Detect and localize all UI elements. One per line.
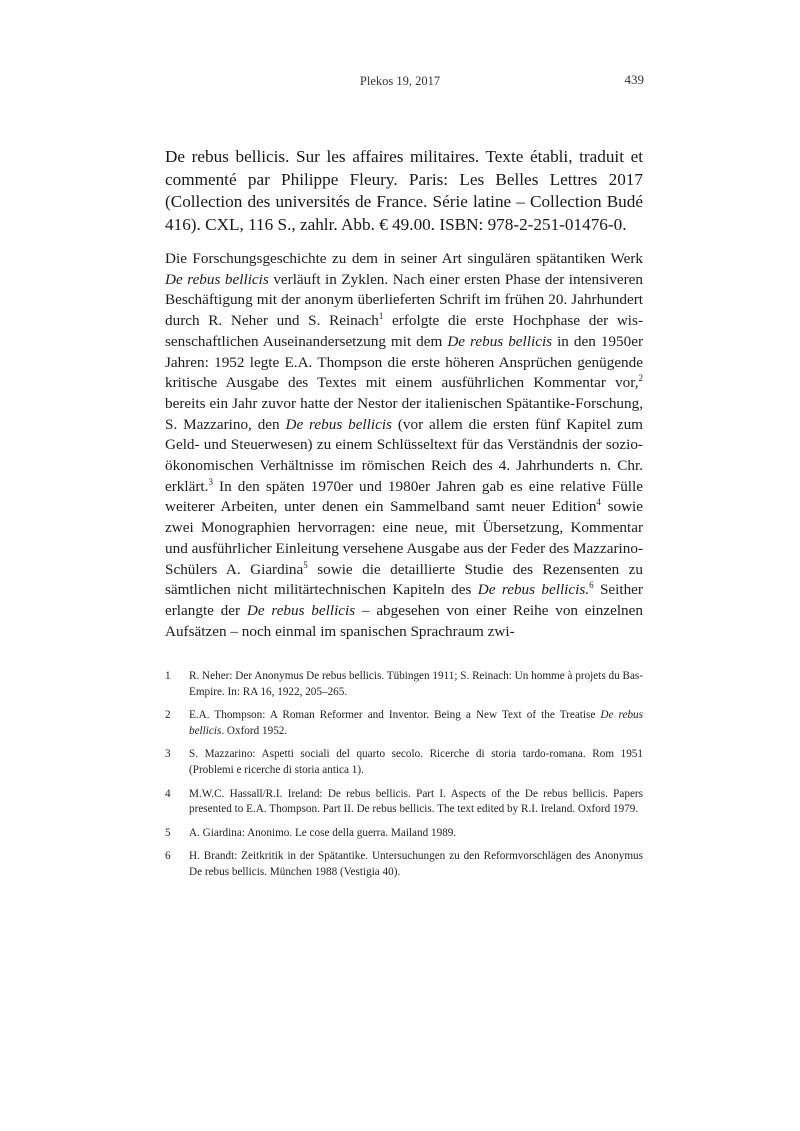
- footnote-marker: 2: [638, 373, 643, 384]
- text-run: – abgesehen von einer Reihe von einzelnen Aufsätzen – noch einmal im spanischen Sprachraum zwi-: [165, 601, 643, 640]
- footnote-number: 6: [165, 850, 171, 863]
- text-run: Die Forschungsgeschichte zu dem in seiner Art singulären spätantiken Werk: [165, 250, 643, 267]
- text-run: (vor allem die ersten fünf Kapitel zum Geld- und Steuerwesen) zu einem Schlüsseltext für das Verständnis der sozio-ökonomischen Verhältnisse im römischen Reich des 4. Jahrhunderts n. Chr. erklärt.: [165, 415, 643, 495]
- footnote-number: 4: [165, 787, 171, 800]
- footnote-number: 3: [165, 748, 171, 761]
- footnote-number: 5: [165, 826, 171, 839]
- text-run: . Oxford 1952.: [221, 724, 288, 737]
- text-run: In den späten 1970er und 1980er Jahren gab es eine relative Fülle weiterer Arbeiten, unter denen ein Sammelband samt neuer Edition: [165, 477, 643, 516]
- footnote-text: [189, 849, 643, 880]
- footnote: [165, 849, 643, 880]
- footnote-text: [189, 747, 643, 778]
- text-run: verläuft in Zyklen. Nach einer ersten Phase der intensiveren Beschäftigung mit der anonym überlieferten Schrift im frühen 20. Jahrhundert durch R. Neher und S. Reinach: [165, 270, 643, 330]
- italic-title: De rebus bellicis: [285, 415, 392, 433]
- footnote-text: [189, 669, 643, 700]
- review-heading: De rebus bellicis. Sur les affaires militaires. Texte établi, traduit et commenté par Philippe Fleury. Paris: Les Belles Lettres 2017 (Collection des universités de France. Série latine – Collection Budé 416). CXL, 116 S., zahlr. Abb. € 49.00. ISBN: 978-2-251-01476-0.: [165, 147, 643, 234]
- italic-title: .: [585, 581, 590, 599]
- page-number: 439: [624, 72, 644, 87]
- footnote-text: [189, 826, 643, 842]
- footnote: [165, 826, 643, 842]
- text-run: E.A. Thompson: A Roman Reformer and Inventor. Being a New Text of the Treatise: [189, 709, 601, 722]
- footnote-number: 2: [165, 709, 171, 722]
- italic-title: De rebus bellicis: [447, 332, 553, 350]
- text-run: erfolgte die erste Hochphase der wissenschaftlichen Auseinandersetzung mit dem: [165, 312, 643, 350]
- italic-title: De rebus bellicis: [477, 581, 586, 599]
- running-head: Plekos 19, 2017: [359, 74, 441, 88]
- italic-title: De rebus bellicis: [165, 270, 269, 288]
- text-run: M.W.C. Hassall/R.I. Ireland: De rebus bellicis. Part I. Aspects of the De rebus bellicis. Papers presented to E.A. Thompson. Part II. De rebus bellicis. The text edited by R.I. Ireland. Oxford 1979.: [189, 787, 643, 816]
- italic-title: De rebus bellicis: [189, 709, 643, 737]
- text-run: H. Brandt: Zeitkritik in der Spätantike. Untersuchungen zu den Reformvorschlägen des Anonymus De rebus bellicis. München 1988 (Vestigia 40).: [189, 850, 643, 878]
- text-run: sowie die detaillierte Studie des Rezensenten zu sämtlichen nicht militärtechnischen Kapiteln des: [165, 560, 643, 599]
- footnote-marker: 3: [208, 476, 213, 487]
- footnote: [165, 708, 643, 739]
- footnote: [165, 669, 643, 700]
- text-run: A. Giardina: Anonimo. Le cose della guerra. Mailand 1989.: [189, 826, 457, 839]
- footnote-marker: 4: [596, 497, 601, 508]
- text-run: in den 1950er Jahren: 1952 legte E.A. Thompson die erste höheren Ansprüchen genügende kritische Ausgabe des Textes mit einem ausführlichen Kommentar vor,: [165, 332, 644, 392]
- body-paragraph: [165, 249, 643, 642]
- footnote-number: 1: [165, 670, 171, 682]
- footnote-text: [189, 787, 643, 818]
- footnote-marker: 1: [378, 311, 384, 322]
- text-run: R. Neher: Der Anonymus De rebus bellicis. Tübingen 1911; S. Reinach: Un homme à projets du Bas-Empire. In: RA 16, 1922, 205–265.: [189, 670, 643, 698]
- footnote-marker: 5: [303, 559, 308, 570]
- footnotes: [165, 669, 643, 889]
- footnote-marker: 6: [589, 580, 594, 591]
- footnote: [165, 787, 643, 818]
- text-run: Seither erlangte der: [165, 581, 643, 619]
- text-run: bereits ein Jahr zuvor hatte der Nestor der italienischen Spätantike-Forschung, S. Mazzarino, den: [165, 394, 643, 433]
- footnote-text: [189, 708, 643, 739]
- text-run: sowie zwei Monographien hervorragen: eine neue, mit Übersetzung, Kommentar und ausführlicher Einleitung versehene Ausgabe aus der Feder des Mazzarino-Schülers A. Giardina: [165, 498, 643, 578]
- text-run: S. Mazzarino: Aspetti sociali del quarto secolo. Ricerche di storia tardo-romana. Rom 1951 (Problemi e ricerche di storia antica 1).: [189, 748, 643, 776]
- footnote: [165, 747, 643, 778]
- italic-title: De rebus bellicis: [246, 601, 356, 619]
